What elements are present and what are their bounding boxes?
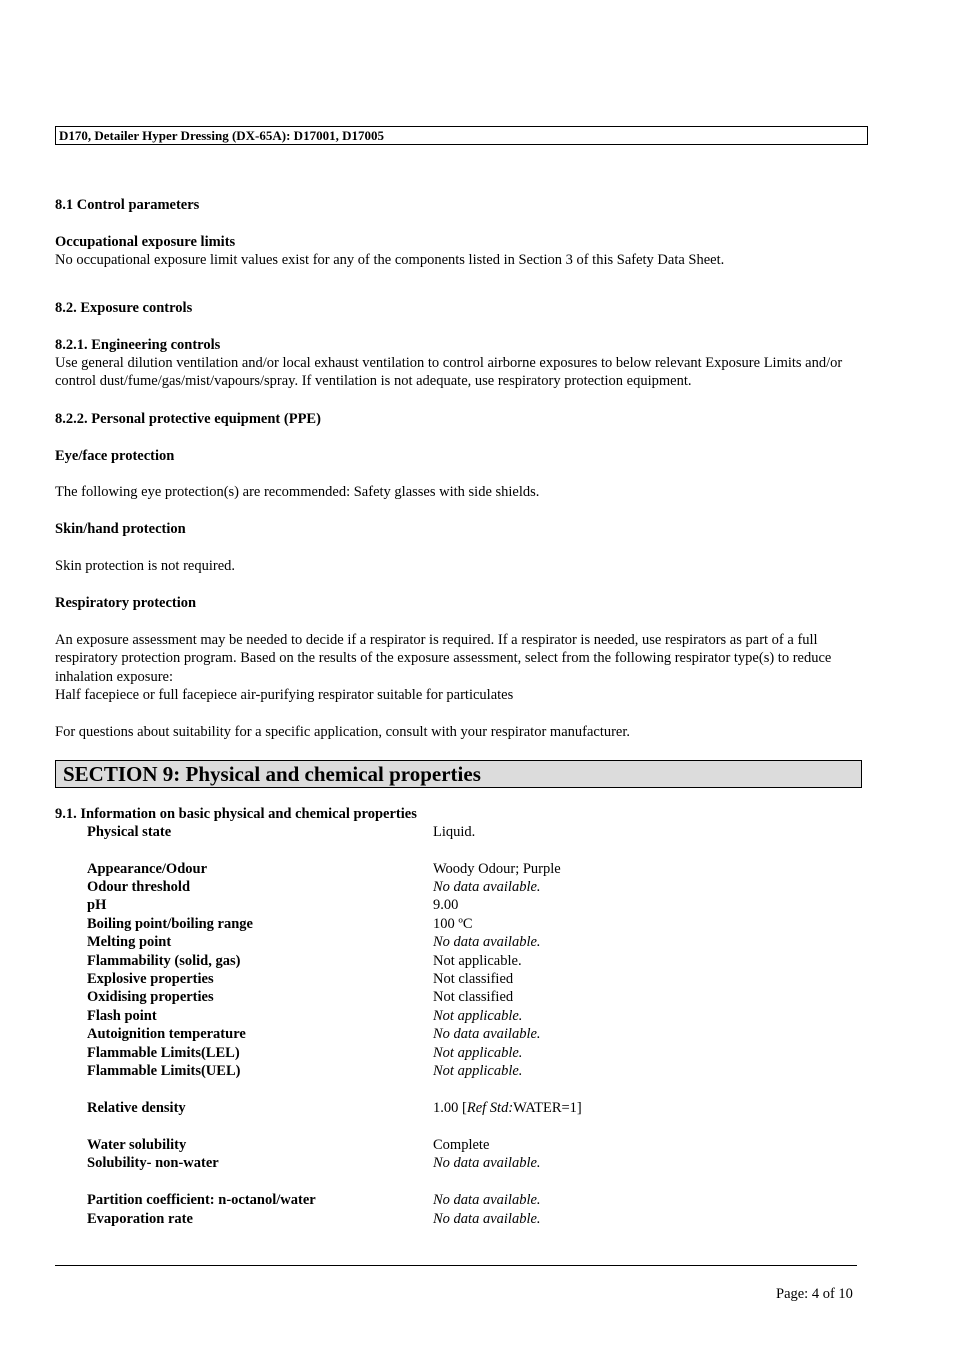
footer-divider [55,1265,857,1266]
property-value: No data available. [433,1026,541,1042]
property-value: Liquid. [433,824,476,840]
heading-control-parameters: 8.1 Control parameters [55,197,200,213]
property-value [433,1099,582,1117]
heading-exposure-controls: 8.2. Exposure controls [55,300,193,316]
property-value: Not applicable. [433,1063,523,1079]
property-row [87,823,887,841]
property-row [87,1210,887,1228]
text-respiratory-protection: An exposure assessment may be needed to decide if a respirator is required. If a respirator is needed, use respirators as part of a full respiratory protection program. Based on the results of the exposure assessment, select from the following respirator type(s) to reduce inhalation exposure: [55,632,832,685]
property-label: Flash point [87,1008,157,1024]
property-row [87,860,887,878]
property-row [87,952,887,970]
property-row [87,988,887,1006]
property-label: Water solubility [87,1137,187,1153]
page-number: Page: 4 of 10 [776,1286,853,1302]
property-value: 100 ºC [433,916,473,932]
property-row [87,1007,887,1025]
property-label: Evaporation rate [87,1211,193,1227]
property-label: Flammability (solid, gas) [87,953,241,969]
property-value: No data available. [433,1211,541,1227]
property-label: Autoignition temperature [87,1026,246,1042]
heading-basic-properties: 9.1. Information on basic physical and chemical properties [55,806,417,822]
relative-density-value: 1.00 [ [433,1100,467,1116]
text-engineering-controls: Use general dilution ventilation and/or local exhaust ventilation to control airborne exposures to below relevant Exposure Limits and/or control dust/fume/gas/mist/vapours/spray. If ventilation is not adequate, use respiratory protection equipment. [55,355,843,390]
property-label: Flammable Limits(LEL) [87,1045,240,1061]
property-row [87,1062,887,1080]
text-eye-face-protection: The following eye protection(s) are recommended: Safety glasses with side shields. [55,484,540,500]
property-row [87,970,887,988]
heading-skin-hand-protection: Skin/hand protection [55,521,186,537]
reference-standard-value: WATER=1] [513,1100,582,1116]
property-label: Relative density [87,1100,186,1116]
section-9-title: SECTION 9: Physical and chemical properties [55,760,862,788]
property-value: No data available. [433,1192,541,1208]
property-value: 9.00 [433,897,459,913]
property-row [87,1136,887,1154]
property-row [87,1099,887,1117]
property-label: Oxidising properties [87,989,214,1005]
property-row [87,1044,887,1062]
property-label: pH [87,897,107,913]
property-value: Not applicable. [433,953,522,969]
heading-ppe: 8.2.2. Personal protective equipment (PPE) [55,411,321,427]
heading-respiratory-protection: Respiratory protection [55,595,197,611]
property-value: Woody Odour; Purple [433,861,561,877]
property-label: Partition coefficient: n-octanol/water [87,1192,316,1208]
property-label: Solubility- non-water [87,1155,219,1171]
heading-engineering-controls: 8.2.1. Engineering controls [55,337,221,353]
property-row [87,915,887,933]
property-row [87,896,887,914]
heading-occupational-exposure-limits: Occupational exposure limits [55,234,236,250]
property-value: No data available. [433,1155,541,1171]
property-value: Not classified [433,971,514,987]
property-label: Explosive properties [87,971,214,987]
property-value: No data available. [433,879,541,895]
property-value: Not applicable. [433,1008,523,1024]
property-value: Not applicable. [433,1045,523,1061]
property-label: Melting point [87,934,172,950]
text-respirator-note: For questions about suitability for a specific application, consult with your respirator manufacturer. [55,724,631,740]
property-label: Physical state [87,824,172,840]
property-label: Odour threshold [87,879,191,895]
reference-standard-label: Ref Std: [466,1100,514,1116]
property-row [87,878,887,896]
text-respirator-type: Half facepiece or full facepiece air-purifying respirator suitable for particulates [55,687,514,703]
property-value: Complete [433,1137,490,1153]
property-row [87,933,887,951]
property-row [87,1191,887,1209]
property-row [87,1025,887,1043]
property-row [87,1154,887,1172]
property-value: No data available. [433,934,541,950]
property-label: Appearance/Odour [87,861,208,877]
text-skin-hand-protection: Skin protection is not required. [55,558,236,574]
document-header-product: D170, Detailer Hyper Dressing (DX-65A): D17001, D17005 [55,126,868,145]
property-label: Flammable Limits(UEL) [87,1063,241,1079]
heading-eye-face-protection: Eye/face protection [55,448,175,464]
text-occupational-exposure-limits: No occupational exposure limit values exist for any of the components listed in Section 3 of this Safety Data Sheet. [55,252,725,268]
property-value: Not classified [433,989,514,1005]
property-label: Boiling point/boiling range [87,916,253,932]
